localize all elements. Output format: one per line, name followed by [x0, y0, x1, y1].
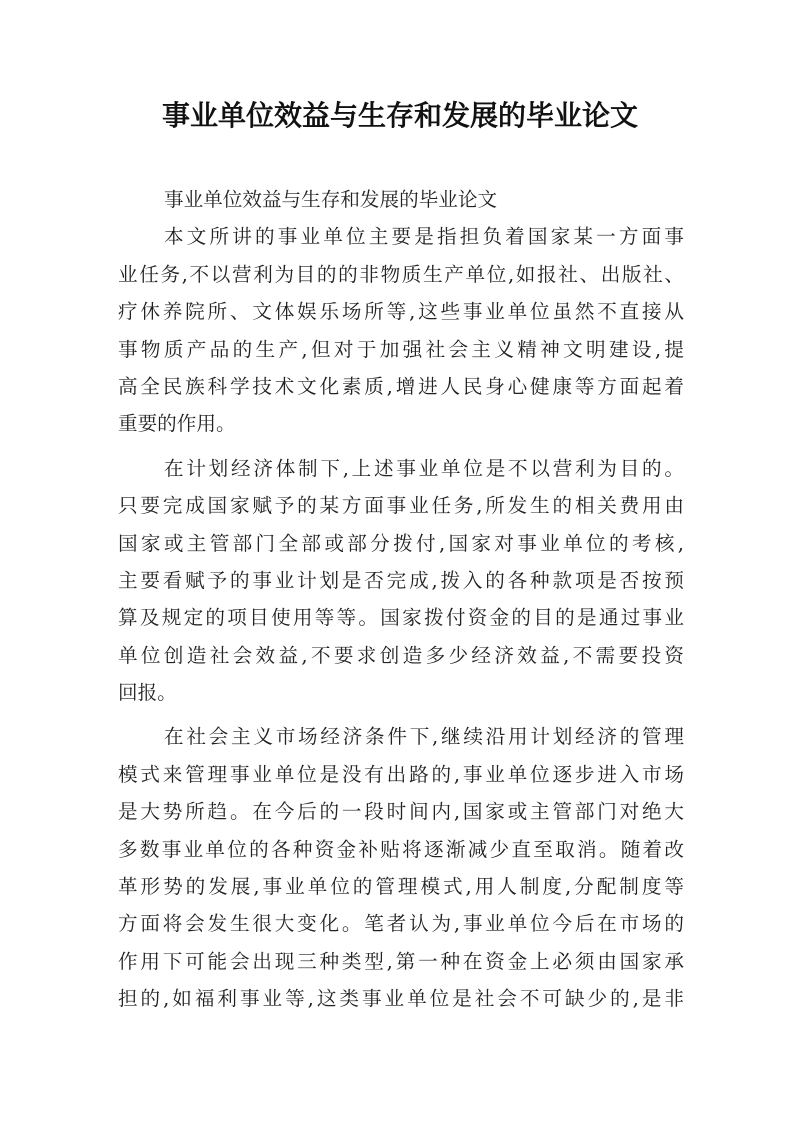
document-body — [118, 181, 684, 1018]
paragraph-line: 是大势所趋。在今后的一段时间内,国家或主管部门对绝大 — [118, 800, 684, 824]
paragraph-line: 疗休养院所、文体娱乐场所等,这些事业单位虽然不直接从 — [118, 300, 684, 324]
document-subtitle: 事业单位效益与生存和发展的毕业论文 — [164, 188, 498, 211]
paragraph-line: 算及规定的项目使用等等。国家拨付资金的目的是通过事业 — [118, 606, 684, 630]
paragraph-line: 业任务,不以营利为目的的非物质生产单位,如报社、出版社、 — [118, 262, 684, 286]
document-title: 事业单位效益与生存和发展的毕业论文 — [161, 99, 638, 132]
paragraph-3 — [118, 718, 684, 1017]
paragraph-line: 只要完成国家赋予的某方面事业任务,所发生的相关费用由 — [118, 494, 684, 518]
paragraph-line: 主要看赋予的事业计划是否完成,拨入的各种款项是否按预 — [118, 568, 684, 592]
paragraph-line: 方面将会发生很大变化。笔者认为,事业单位今后在市场的 — [118, 912, 684, 936]
paragraph-line: 作用下可能会出现三种类型,第一种在资金上必须由国家承 — [118, 949, 684, 973]
paragraph-line: 模式来管理事业单位是没有出路的,事业单位逐步进入市场 — [118, 762, 684, 786]
paragraph-line: 多数事业单位的各种资金补贴将逐渐减少直至取消。随着改 — [118, 837, 684, 861]
paragraph-line: 担的,如福利事业等,这类事业单位是社会不可缺少的,是非 — [118, 987, 684, 1011]
paragraph-line: 回报。 — [118, 681, 177, 705]
paragraph-line: 本文所讲的事业单位主要是指担负着国家某一方面事 — [164, 225, 684, 249]
paragraph-line: 在社会主义市场经济条件下,继续沿用计划经济的管理 — [164, 725, 684, 749]
paragraph-line: 革形势的发展,事业单位的管理模式,用人制度,分配制度等 — [118, 875, 684, 899]
paragraph-2 — [118, 450, 684, 712]
paragraph-line: 国家或主管部门全部或部分拨付,国家对事业单位的考核, — [118, 531, 684, 555]
paragraph-line: 在计划经济体制下,上述事业单位是不以营利为目的。 — [164, 456, 684, 480]
paragraph-1 — [118, 218, 684, 442]
paragraph-line: 高全民族科学技术文化素质,增进人民身心健康等方面起着 — [118, 374, 684, 398]
paragraph-line: 事物质产品的生产,但对于加强社会主义精神文明建设,提 — [118, 337, 684, 361]
paragraph-line: 重要的作用。 — [118, 412, 236, 436]
paragraph-line: 单位创造社会效益,不要求创造多少经济效益,不需要投资 — [118, 643, 684, 667]
